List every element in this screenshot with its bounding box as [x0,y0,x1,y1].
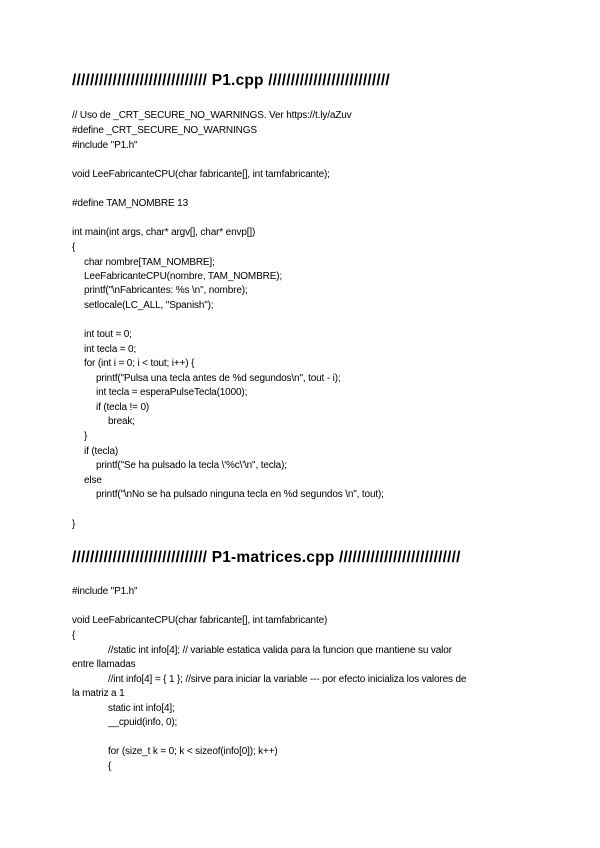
code-line: printf("Pulsa una tecla antes de %d segundos\n", tout - i); [96,373,341,384]
code-line: #define _CRT_SECURE_NO_WARNINGS [72,125,257,136]
code-line: for (size_t k = 0; k < sizeof(info[0]); k++) [108,746,278,757]
code-line: for (int i = 0; i < tout; i++) { [84,358,195,369]
code-line: int main(int args, char* argv[], char* envp[]) [72,227,256,238]
code-line: int tout = 0; [84,329,132,340]
code-line: } [72,519,76,530]
code-line: static int info[4]; [108,703,175,714]
section-heading-p1: ////////////////////////////// P1.cpp /////////////////////////// [72,72,390,89]
code-line: #include "P1.h" [72,586,138,597]
code-line: { [108,761,112,772]
code-line: entre llamadas [72,659,136,670]
code-line: printf("\nFabricantes: %s \n", nombre); [84,285,248,296]
code-line: int tecla = 0; [84,344,137,355]
code-line: //static int info[4]; // variable estatica valida para la funcion que mantiene su valor [108,645,452,656]
code-line: if (tecla) [84,446,119,457]
code-line: { [72,242,76,253]
code-line: __cpuid(info, 0); [108,717,178,728]
code-line: printf("Se ha pulsado la tecla \'%c\'\n", tecla); [96,460,287,471]
code-line: //int info[4] = { 1 }; //sirve para iniciar la variable --- por efecto inicializa los valores de [108,674,467,685]
code-line: int tecla = esperaPulseTecla(1000); [96,387,248,398]
code-line: char nombre[TAM_NOMBRE]; [84,257,215,268]
code-line: LeeFabricanteCPU(nombre, TAM_NOMBRE); [84,271,283,282]
code-line: #include "P1.h" [72,140,138,151]
code-line: else [84,475,102,486]
code-line: #define TAM_NOMBRE 13 [72,198,188,209]
code-line: break; [108,416,135,427]
section-heading-p1-matrices: ////////////////////////////// P1-matrices.cpp /////////////////////////// [72,549,461,566]
code-line: printf("\nNo se ha pulsado ninguna tecla en %d segundos \n", tout); [96,489,384,500]
code-line: la matriz a 1 [72,688,125,699]
code-line: void LeeFabricanteCPU(char fabricante[], int tamfabricante); [72,169,330,180]
code-line: void LeeFabricanteCPU(char fabricante[], int tamfabricante) [72,615,328,626]
code-line: // Uso de _CRT_SECURE_NO_WARNINGS. Ver https://t.ly/aZuv [72,110,352,121]
code-line: { [72,630,76,641]
code-line: setlocale(LC_ALL, "Spanish"); [84,300,214,311]
code-line: } [84,431,88,442]
code-line: if (tecla != 0) [96,402,150,413]
